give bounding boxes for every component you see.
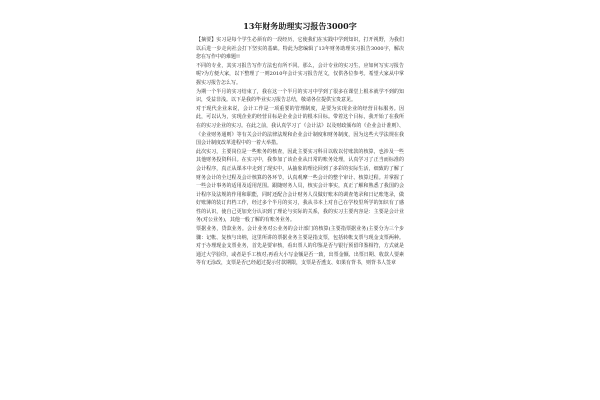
document-title: 13年财务助理实习报告3000字 <box>243 21 357 31</box>
document-page <box>196 20 404 398</box>
paragraph-internship-content: 此次实习，主要岗位是一些账务的核查，因此主要实习科目以收以付账款的核算，也涉及一些其他财务投资科目。在实习中，我参加了该企业从日常的账务处理，认真学习了正当而标准的会计程序，真正从课本中走到了现实中，从抽象的理论回到了多彩的实际生活，细致的了解了财务会计的全过程及会计核算的各环节，认真观摩一些会计的整个审计、核算过程。并掌握了一些会计事务的适用及适用范围。跟随财务人员，核实会计事实，真正了解和熟悉了我国的会计程序及法规的作用和职能，同时还配合会计财务人员做好账本的调查笔录和日记账笔录，做好账簿的装订归档工作，经过多个半月的实习，我从书本上对自己在学校里所学的知识有了感性的认识，使自己更加充分认识到了理论与实际的关系，我的实习主要内容是：主要是会计业务(对公业务)，其他一般了解的有账务业务。 <box>196 148 404 224</box>
paragraph-abstract: 【摘要】实习是每个学生必须有的一段经历，它使我们在实践中学到知识，打开视野，为我们以后进一步走向社会打下坚实的基础。特此为您编辑了13年财务助理实习报告3000字，解决您在写作中的难题!! <box>196 37 404 61</box>
paragraph-intro: 不同的专业，其实习报告写作方法也有所不同。那么，会计专业的实习生，应如何写实习报告呢?为方便大家，以下整理了一则2010年会计实习报告范文，仅供各位参考。希望大家从中掌握实习报告怎么写。 <box>196 62 404 86</box>
paragraph-accounting-goal: 对于现代企业来说，会计工作是一项重要的管理制度，是要为实现企业的经营目标服务。因此，可以认为，实现企业的经营目标是企业会计的根本目标。带着这个目标，我开始了在我所在的实习企业的实习。在此之前，我认真学习了《会计法》以及财政颁布的《企业会计准则》、《企业财务通则》等有关会计的法律法规和企业会计制度和财务制度，因为这些大学法规在我国会计制度改革进程中的一着大举措。 <box>196 105 404 147</box>
paragraph-bill-business: 票据业务，贷款业务。会计业务对公业务的会计部门的核算(主要指票据业务)主要分为三个步骤：记帐、复核与出纳，这里所讲的票据业务主要是指支票，包括转帐支票与现金支票两种。对于办理现金支票业务，首先是要审核，看出票人的印鉴是否与银行预留印鉴相符，方式就是通过大学验印，或者是手工核对;再看大小写金额是否一致，出票金额、出票日期、收款人要素等有无涂改，支票是否已经超过提示付款期限，支票是否透支、如果有背书，则背书人签章 <box>196 226 404 267</box>
paragraph-summary: 为期一个半月的实习结束了，我在这一个半月的实习中学到了很多在课堂上根本就学不到的知识，受益非浅。以下是我的毕业实习报告总结，敬请各位提供宝贵意见。 <box>196 88 404 104</box>
